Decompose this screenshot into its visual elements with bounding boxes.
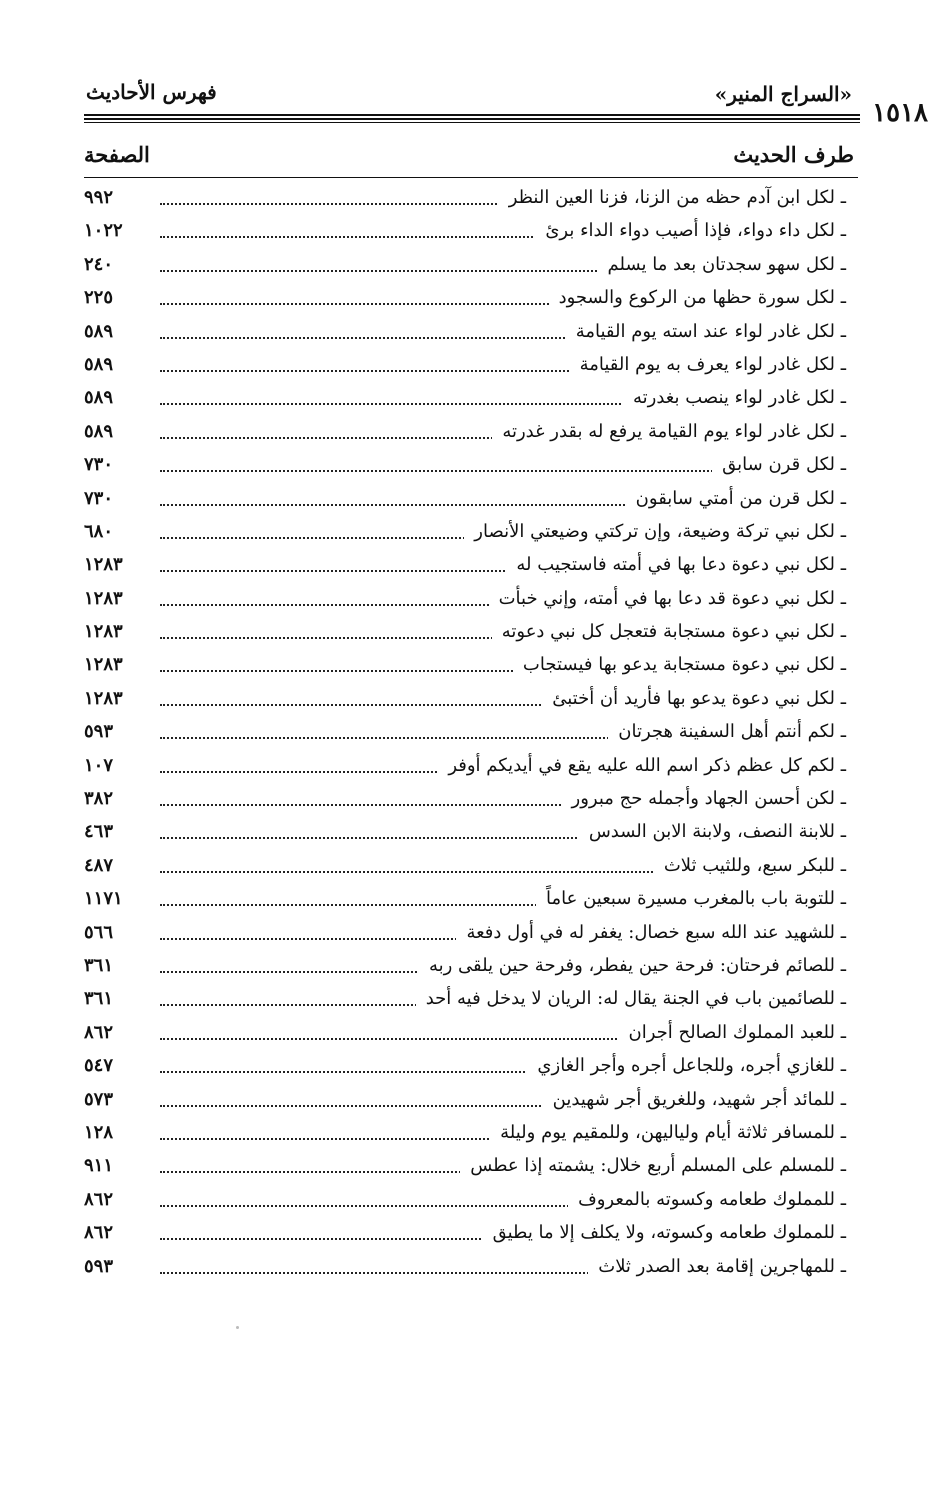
hadith-text: ـ لكل نبي دعوة مستجابة يدعو بها فيستجاب xyxy=(513,654,846,675)
hadith-text: ـ لكل سورة حظها من الركوع والسجود xyxy=(549,287,846,308)
index-entry xyxy=(84,617,860,650)
hadith-text: ـ لكل ابن آدم حظه من الزنا، فزنا العين النظر xyxy=(499,187,846,208)
page-reference: ٣٦١ xyxy=(84,954,114,976)
page-reference: ٥٦٦ xyxy=(84,921,114,943)
index-entry xyxy=(84,350,860,383)
page-reference: ٥٨٩ xyxy=(84,353,114,375)
page-reference: ١٢٨٣ xyxy=(84,554,123,576)
page-reference: ١٠٢٢ xyxy=(84,220,123,242)
page-reference: ١٢٨٣ xyxy=(84,621,123,643)
hadith-column-heading: طرف الحديث xyxy=(733,142,854,167)
page-reference: ٥٤٧ xyxy=(84,1055,114,1077)
page-reference: ٥٨٩ xyxy=(84,387,114,409)
index-entry xyxy=(84,717,860,750)
index-entry xyxy=(84,751,860,784)
header-rule xyxy=(84,114,860,116)
hadith-text: ـ للمسلم على المسلم أربع خلال: يشمته إذا عطس xyxy=(460,1155,846,1176)
page-reference: ٧٣٠ xyxy=(84,487,114,509)
page-reference: ٥٩٣ xyxy=(84,721,114,743)
index-entry xyxy=(84,484,860,517)
page-reference: ١٢٨٣ xyxy=(84,654,123,676)
hadith-text: ـ لكل داء دواء، فإذا أصيب دواء الداء برئ xyxy=(535,220,846,241)
page-reference: ٢٢٥ xyxy=(84,287,114,309)
page-reference: ٤٨٧ xyxy=(84,854,114,876)
section-title: فهرس الأحاديث xyxy=(86,80,217,104)
hadith-text: ـ لكل غادر لواء عند استه يوم القيامة xyxy=(566,321,846,342)
index-entry xyxy=(84,417,860,450)
page-reference: ٤٦٣ xyxy=(84,821,114,843)
index-entry xyxy=(84,283,860,316)
index-entry xyxy=(84,1018,860,1051)
hadith-text: ـ للمهاجرين إقامة بعد الصدر ثلاث xyxy=(588,1256,846,1277)
hadith-text: ـ لكل نبي دعوة قد دعا بها في أمته، وإني خبأت xyxy=(489,588,846,609)
hadith-text: ـ لكل قرن سابق xyxy=(712,454,846,475)
index-entry xyxy=(84,216,860,249)
index-entry xyxy=(84,650,860,683)
page-reference: ٥٨٩ xyxy=(84,420,114,442)
index-entry xyxy=(84,918,860,951)
index-entry xyxy=(84,851,860,884)
index-entry xyxy=(84,884,860,917)
page-number: ١٥١٨ xyxy=(872,98,928,128)
hadith-text: ـ للابنة النصف، ولابنة الابن السدس xyxy=(579,821,846,842)
index-entry xyxy=(84,250,860,283)
hadith-text: ـ لكل نبي تركة وضيعة، وإن تركتي وضيعتي الأنصار xyxy=(464,521,846,542)
running-head xyxy=(86,76,928,128)
index-entry xyxy=(84,984,860,1017)
page-reference: ٣٨٢ xyxy=(84,788,114,810)
index-entry xyxy=(84,1118,860,1151)
hadith-text: ـ للمسافر ثلاثة أيام ولياليهن، وللمقيم يوم وليلة xyxy=(490,1122,846,1143)
hadith-text: ـ للصائمين باب في الجنة يقال له: الريان لا يدخل فيه أحد xyxy=(416,988,846,1009)
hadith-text: ـ لكل نبي دعوة دعا بها في أمته فاستجيب له xyxy=(506,554,846,575)
page-reference: ٩٩٢ xyxy=(84,187,114,208)
hadith-text: ـ للغازي أجره، وللجاعل أجره وأجر الغازي xyxy=(527,1055,846,1076)
hadith-text: ـ لكم كل عظم ذكر اسم الله عليه يقع في أيديكم أوفر xyxy=(438,755,846,776)
index-entry xyxy=(84,1185,860,1218)
index-entry xyxy=(84,684,860,717)
index-entry xyxy=(84,517,860,550)
hadith-text: ـ للبكر سبع، وللثيب ثلاث xyxy=(654,855,846,876)
hadith-text: ـ لكل نبي دعوة مستجابة فتعجل كل نبي دعوته xyxy=(492,621,846,642)
page-reference: ٢٤٠ xyxy=(84,253,114,275)
page-reference: ١١٧١ xyxy=(84,888,123,910)
index-entry xyxy=(84,383,860,416)
index-entry xyxy=(84,584,860,617)
page-reference: ٥٩٣ xyxy=(84,1255,114,1277)
hadith-text: ـ لكل غادر لواء يعرف به يوم القيامة xyxy=(570,354,846,375)
hadith-text: ـ للصائم فرحتان: فرحة حين يفطر، وفرحة حين يلقى ربه xyxy=(419,955,846,976)
hadith-text: ـ لكل قرن من أمتي سابقون xyxy=(626,488,846,509)
page-reference: ٧٣٠ xyxy=(84,454,114,476)
page-reference: ٥٨٩ xyxy=(84,320,114,342)
hadith-index-list xyxy=(84,183,860,1285)
page-reference: ١٢٨٣ xyxy=(84,587,123,609)
index-entry xyxy=(84,1252,860,1285)
page-reference: ٨٦٢ xyxy=(84,1222,114,1244)
header-rule xyxy=(84,118,860,120)
index-entry xyxy=(84,550,860,583)
page-speck xyxy=(236,1326,239,1329)
index-entry xyxy=(84,1151,860,1184)
header-rule xyxy=(84,122,860,123)
page-reference: ١٠٧ xyxy=(84,754,114,776)
hadith-text: ـ للمائد أجر شهيد، وللغريق أجر شهيدين xyxy=(543,1089,846,1110)
index-entry xyxy=(84,317,860,350)
hadith-text: ـ لكم أنتم أهل السفينة هجرتان xyxy=(608,721,846,742)
index-entry xyxy=(84,1218,860,1251)
hadith-text: ـ للمملوك طعامه وكسوته، ولا يكلف إلا ما يطيق xyxy=(483,1222,846,1243)
page-reference: ٩١١ xyxy=(84,1155,114,1177)
hadith-text: ـ لكل سهو سجدتان بعد ما يسلم xyxy=(598,254,846,275)
hadith-text: ـ لكل نبي دعوة يدعو بها فأريد أن أختبئ xyxy=(542,688,846,709)
index-entry xyxy=(84,1051,860,1084)
hadith-text: ـ للمملوك طعامه وكسوته بالمعروف xyxy=(568,1189,846,1210)
column-heading-rule xyxy=(84,177,858,178)
hadith-text: ـ للعبد المملوك الصالح أجران xyxy=(618,1022,846,1043)
book-title: «السراج المنير» xyxy=(714,82,852,106)
hadith-text: ـ لكل غادر لواء ينصب بغدرته xyxy=(623,387,846,408)
hadith-text: ـ للتوبة باب بالمغرب مسيرة سبعين عاماً xyxy=(536,888,846,909)
page-reference: ٣٦١ xyxy=(84,988,114,1010)
hadith-text: ـ لكن أحسن الجهاد وأجمله حج مبرور xyxy=(562,788,847,809)
page-reference: ٥٧٣ xyxy=(84,1088,114,1110)
index-entry xyxy=(84,817,860,850)
page-reference: ١٢٨ xyxy=(84,1121,114,1143)
index-entry xyxy=(84,450,860,483)
page-reference: ١٢٨٣ xyxy=(84,687,123,709)
hadith-text: ـ لكل غادر لواء يوم القيامة يرفع له بقدر غدرته xyxy=(492,421,846,442)
hadith-text: ـ للشهيد عند الله سبع خصال: يغفر له في أول دفعة xyxy=(456,922,846,943)
index-entry xyxy=(84,1085,860,1118)
index-entry xyxy=(84,183,860,216)
page-reference: ٨٦٢ xyxy=(84,1188,114,1210)
page-reference: ٨٦٢ xyxy=(84,1021,114,1043)
index-entry xyxy=(84,951,860,984)
page-column-heading: الصفحة xyxy=(84,142,150,167)
index-entry xyxy=(84,784,860,817)
page-reference: ٦٨٠ xyxy=(84,520,114,542)
